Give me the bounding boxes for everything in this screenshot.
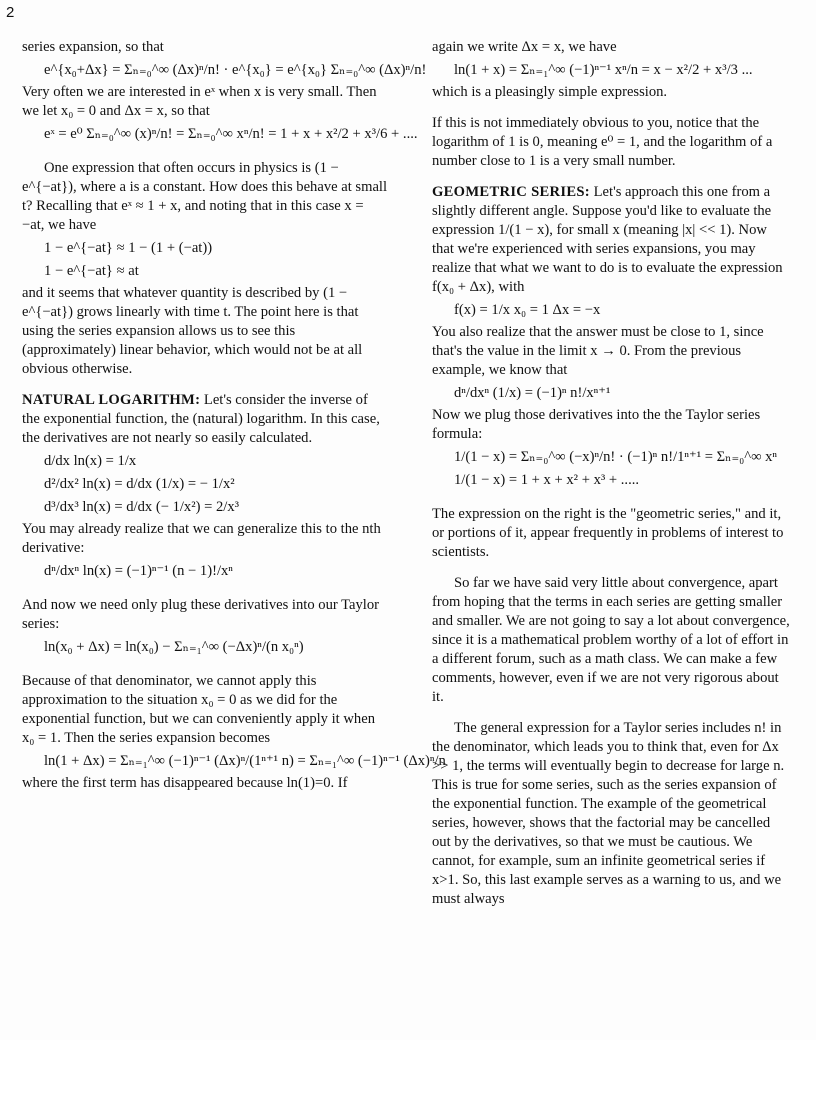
paragraph-gap bbox=[22, 660, 388, 672]
paragraph bbox=[432, 406, 792, 444]
page-number: 2 bbox=[6, 4, 15, 21]
equation: ln(1 + Δx) = Σₙ₌₁^∞ (−1)ⁿ⁻¹ (Δx)ⁿ/(1ⁿ⁺¹ n) = Σₙ₌₁^∞ (−1)ⁿ⁻¹ (Δx)ⁿ/n bbox=[44, 753, 446, 769]
equation: 1 − e^{−at} ≈ at bbox=[44, 263, 139, 279]
paragraph bbox=[22, 774, 388, 793]
paragraph-text: If this is not immediately obvious to you, notice that the logarithm of 1 is 0, meaning e⁰ = 1, and the logarithm of a number close to 1 is a very small number. bbox=[432, 115, 773, 169]
equation: eˣ = e⁰ Σₙ₌₀^∞ (x)ⁿ/n! = Σₙ₌₀^∞ xⁿ/n! = 1 + x + x²/2 + x³/6 + .... bbox=[44, 126, 418, 142]
equation: ln(x₀ + Δx) = ln(x₀) − Σₙ₌₁^∞ (−Δx)ⁿ/(n x₀ⁿ) bbox=[44, 639, 304, 655]
paragraph bbox=[432, 574, 792, 707]
paragraph bbox=[22, 391, 388, 448]
paragraph-gap bbox=[22, 584, 388, 596]
paragraph-gap bbox=[22, 379, 388, 391]
equation: dⁿ/dxⁿ (1/x) = (−1)ⁿ n!/xⁿ⁺¹ bbox=[454, 385, 611, 401]
paragraph-text: And now we need only plug these derivatives into our Taylor series: bbox=[22, 597, 379, 632]
paragraph-gap bbox=[432, 171, 792, 183]
paragraph bbox=[432, 183, 792, 297]
paragraph-text: and it seems that whatever quantity is described by (1 − e^{−at}) grows linearly with time t. The point here is that using the series expansion allows us to see this (approximately) linear behavior, which would not be at all obvious otherwise. bbox=[22, 285, 363, 377]
paragraph-text: Now we plug those derivatives into the the Taylor series formula: bbox=[432, 407, 761, 442]
paragraph-gap bbox=[432, 102, 792, 114]
paragraph bbox=[22, 159, 388, 235]
paragraph-text: Let's consider the inverse of the exponential function, the (natural) logarithm. In this case, the derivatives are not nearly so easily calculated. bbox=[22, 392, 380, 446]
paragraph bbox=[22, 672, 388, 748]
paragraph-text: The expression on the right is the "geometric series," and it, or portions of it, appear frequently in problems of interest to scientists. bbox=[432, 506, 784, 560]
paragraph-gap bbox=[432, 493, 792, 505]
paragraph-text: One expression that often occurs in physics is (1 − e^{−at}), where a is a constant. How does this behave at small t? Recalling that eˣ ≈ 1 + x, and noting that in this case x = −at, we have bbox=[22, 160, 388, 233]
paragraph-gap bbox=[22, 147, 388, 159]
equation: 1/(1 − x) = 1 + x + x² + x³ + ..... bbox=[454, 472, 640, 488]
paragraph bbox=[22, 520, 388, 558]
section-heading: GEOMETRIC SERIES: bbox=[432, 184, 590, 200]
paragraph bbox=[22, 284, 388, 379]
paragraph-text: So far we have said very little about convergence, apart from hoping that the terms in each series are getting smaller and smaller. We are not going to say a lot about convergence, since it is a mathematical problem worthy of a lot of effort in a different forum, such as a math class. We can make a few comments, however, even if we are not very rigorous about it. bbox=[432, 575, 790, 705]
paragraph bbox=[22, 83, 388, 121]
paragraph-text: Because of that denominator, we cannot apply this approximation to the situation x₀ = 0 as we did for the exponential function, but we can conveniently apply it when x₀ = 1. Then the series expansion becomes bbox=[22, 673, 375, 746]
equation: ln(1 + x) = Σₙ₌₁^∞ (−1)ⁿ⁻¹ xⁿ/n = x − x²/2 + x³/3 ... bbox=[454, 62, 753, 78]
paragraph bbox=[432, 83, 792, 102]
paragraph-gap bbox=[432, 562, 792, 574]
section-heading: NATURAL LOGARITHM: bbox=[22, 392, 201, 408]
right-column bbox=[432, 38, 792, 909]
paragraph-text: The general expression for a Taylor series includes n! in the denominator, which leads you to think that, even for Δx >> 1, the terms will eventually begin to decrease for large n. This is true for some series, such as the series expansion of the exponential function. The example of the geometrical series, however, shows that the factorial may be cancelled out by the derivatives, so that we must be cautious. We cannot, for example, sum an infinite geometrical series if x>1. So, this last example serves as a warning to us, and we must always bbox=[432, 720, 785, 907]
paragraph-text: series expansion, so that bbox=[22, 39, 164, 55]
left-column bbox=[22, 38, 446, 793]
paragraph bbox=[432, 323, 792, 380]
paragraph-text: again we write Δx = x, we have bbox=[432, 39, 617, 55]
equation: f(x) = 1/x x₀ = 1 Δx = −x bbox=[454, 302, 601, 318]
paragraph bbox=[432, 505, 792, 562]
equation: d³/dx³ ln(x) = d/dx (− 1/x²) = 2/x³ bbox=[44, 499, 240, 515]
paragraph bbox=[22, 38, 388, 57]
equation: e^{x₀+Δx} = Σₙ₌₀^∞ (Δx)ⁿ/n! · e^{x₀} = e^{x₀} Σₙ₌₀^∞ (Δx)ⁿ/n! bbox=[44, 62, 427, 78]
equation: d/dx ln(x) = 1/x bbox=[44, 453, 137, 469]
equation: d²/dx² ln(x) = d/dx (1/x) = − 1/x² bbox=[44, 476, 235, 492]
equation: dⁿ/dxⁿ ln(x) = (−1)ⁿ⁻¹ (n − 1)!/xⁿ bbox=[44, 563, 233, 579]
paragraph-text: Very often we are interested in eˣ when x is very small. Then we let x₀ = 0 and Δx = x, so that bbox=[22, 84, 377, 119]
paragraph bbox=[432, 719, 792, 909]
paragraph-text: which is a pleasingly simple expression. bbox=[432, 84, 668, 100]
paragraph bbox=[432, 38, 792, 57]
paragraph-text: where the first term has disappeared because ln(1)=0. If bbox=[22, 775, 348, 791]
paragraph bbox=[22, 596, 388, 634]
paragraph-text: You may already realize that we can generalize this to the nth derivative: bbox=[22, 521, 381, 556]
paragraph-text: You also realize that the answer must be close to 1, since that's the value in the limit x → 0. From the previous example, we know that bbox=[432, 324, 764, 378]
paragraph-text: Let's approach this one from a slightly different angle. Suppose you'd like to evaluate the expression 1/(1 − x), for small x (meaning |x| << 1). Now that we're experienced with series expansions, you may realize that what we want to do is to evaluate the expression f(x₀ + Δx), with bbox=[432, 184, 783, 295]
equation: 1 − e^{−at} ≈ 1 − (1 + (−at)) bbox=[44, 240, 213, 256]
page-bottom-margin bbox=[0, 1040, 816, 1108]
equation: 1/(1 − x) = Σₙ₌₀^∞ (−x)ⁿ/n! · (−1)ⁿ n!/1ⁿ⁺¹ = Σₙ₌₀^∞ xⁿ bbox=[454, 449, 778, 465]
paragraph-gap bbox=[432, 707, 792, 719]
paragraph bbox=[432, 114, 792, 171]
